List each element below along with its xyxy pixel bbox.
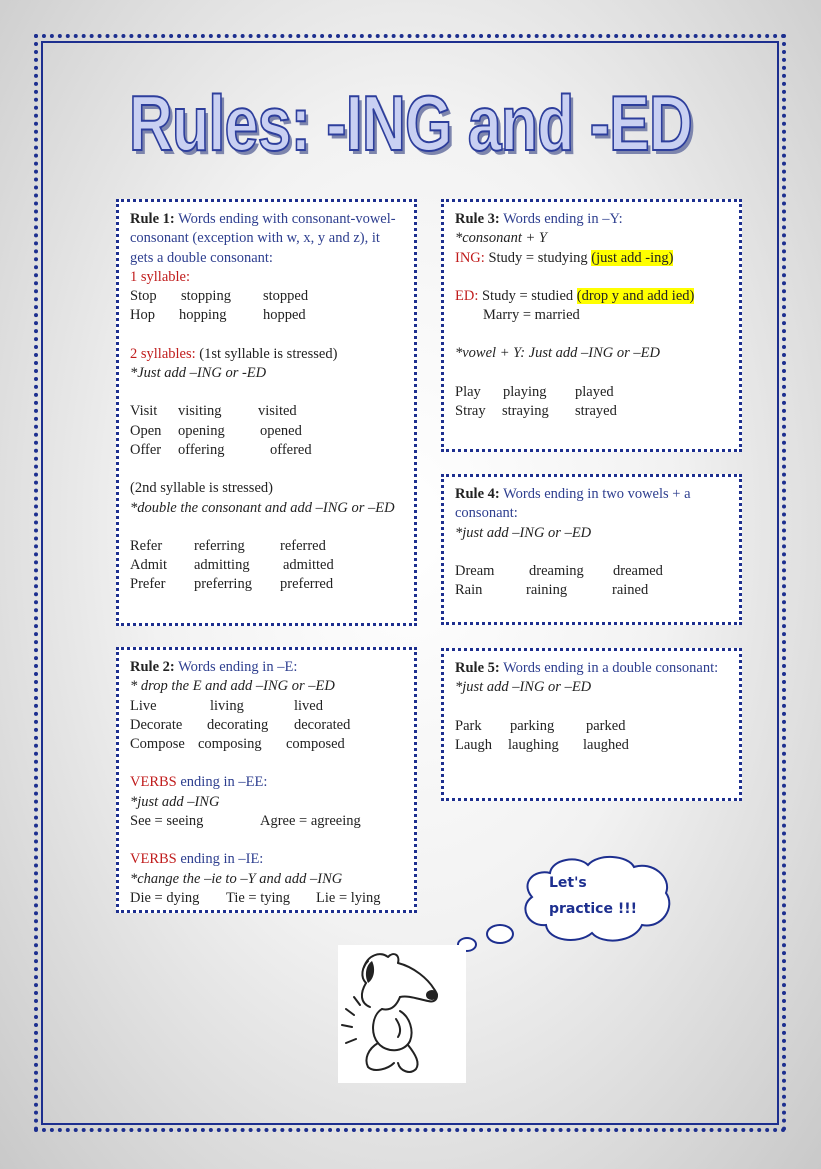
just-add-ing-note: (just add -ing): [591, 249, 674, 266]
example-row-compose: Compose composing composed: [130, 736, 345, 753]
rule-description: Words ending in –Y:: [503, 211, 623, 227]
drop-y-note: (drop y and add ied): [576, 287, 695, 304]
rule-label: Rule 3:: [455, 211, 500, 227]
example-row-laugh: Laugh laughing laughed: [455, 736, 629, 753]
rule-label: Rule 2:: [130, 659, 175, 675]
just-add-rule: *just add –ING or –ED: [455, 524, 592, 541]
example-row-hop: Hop hopping hopped: [130, 307, 306, 324]
ing-label: ING:: [455, 249, 485, 266]
example-row-park: Park parking parked: [455, 717, 626, 734]
thought-puff-large: [486, 924, 514, 944]
rule-1-box: [116, 199, 417, 626]
two-syllables-heading: 2 syllables:: [130, 345, 196, 362]
rule-2-box: [116, 647, 417, 913]
rule-3-box: [441, 199, 742, 452]
example-row-dream: Dream dreaming dreamed: [455, 562, 663, 579]
just-add-rule: *Just add –ING or -ED: [130, 365, 267, 382]
verbs-label: VERBS: [130, 851, 177, 868]
ie-heading: ending in –IE:: [180, 851, 264, 868]
bubble-line-1: Let's: [549, 875, 587, 891]
example-row-stray: Stray straying strayed: [455, 403, 617, 420]
second-stressed-note: (2nd syllable is stressed): [130, 480, 273, 497]
example-row-rain: Rain raining rained: [455, 582, 649, 599]
consonant-y-rule: *consonant + Y: [455, 230, 547, 247]
example-row-die: Die = dying Tie = tying Lie = lying: [130, 889, 381, 906]
rule-label: Rule 1:: [130, 211, 175, 227]
ee-heading: ending in –EE:: [180, 774, 268, 791]
bubble-text: [549, 870, 637, 922]
rule-description: Words ending in a double consonant:: [503, 660, 719, 676]
rule-5-box: [441, 648, 742, 801]
rule-4-box: [441, 474, 742, 625]
example-row-decorate: Decorate decorating decorated: [130, 716, 351, 733]
snoopy-illustration: [338, 945, 466, 1083]
example-row-open: Open opening opened: [130, 422, 302, 439]
example-row-visit: Visit visiting visited: [130, 403, 297, 420]
vowel-y-rule: *vowel + Y: Just add –ING or –ED: [455, 345, 660, 362]
double-consonant-rule: *double the consonant and add –ING or –ED: [130, 499, 395, 516]
example-row-prefer: Prefer preferring preferred: [130, 576, 334, 593]
example-row-see: See = seeing Agree = agreeing: [130, 813, 361, 830]
rule-description: Words ending with consonant-vowel- consonant (exception with w, x, y and z), it gets a double consonant:: [130, 211, 396, 266]
example-row-offer: Offer offering offered: [130, 441, 312, 458]
rule-description: Words ending in two vowels + a consonant:: [455, 486, 691, 522]
drop-e-rule: * drop the E and add –ING or –ED: [130, 678, 335, 695]
ee-rule: *just add –ING: [130, 793, 220, 810]
just-add-rule: *just add –ING or –ED: [455, 679, 592, 696]
marry-example: Marry = married: [483, 307, 580, 324]
study-ing-example: Study = studying: [488, 249, 588, 266]
example-row-live: Live living lived: [130, 697, 323, 714]
rule-label: Rule 5:: [455, 660, 500, 676]
first-stressed-note: (1st syllable is stressed): [199, 345, 338, 362]
example-row-refer: Refer referring referred: [130, 537, 326, 554]
study-ed-example: Study = studied: [481, 287, 574, 304]
ed-label: ED:: [455, 287, 479, 304]
one-syllable-heading: 1 syllable:: [130, 268, 191, 285]
rule-description: Words ending in –E:: [178, 659, 298, 675]
ie-rule: *change the –ie to –Y and add –ING: [130, 870, 343, 887]
rule-label: Rule 4:: [455, 486, 500, 502]
page-title: Rules: -ING and -ED: [128, 79, 693, 167]
verbs-label: VERBS: [130, 774, 177, 791]
example-row-admit: Admit admitting admitted: [130, 557, 334, 574]
example-row-play: Play playing played: [455, 383, 614, 400]
bubble-line-2: practice !!!: [549, 901, 637, 917]
example-row-stop: Stop stopping stopped: [130, 288, 309, 305]
